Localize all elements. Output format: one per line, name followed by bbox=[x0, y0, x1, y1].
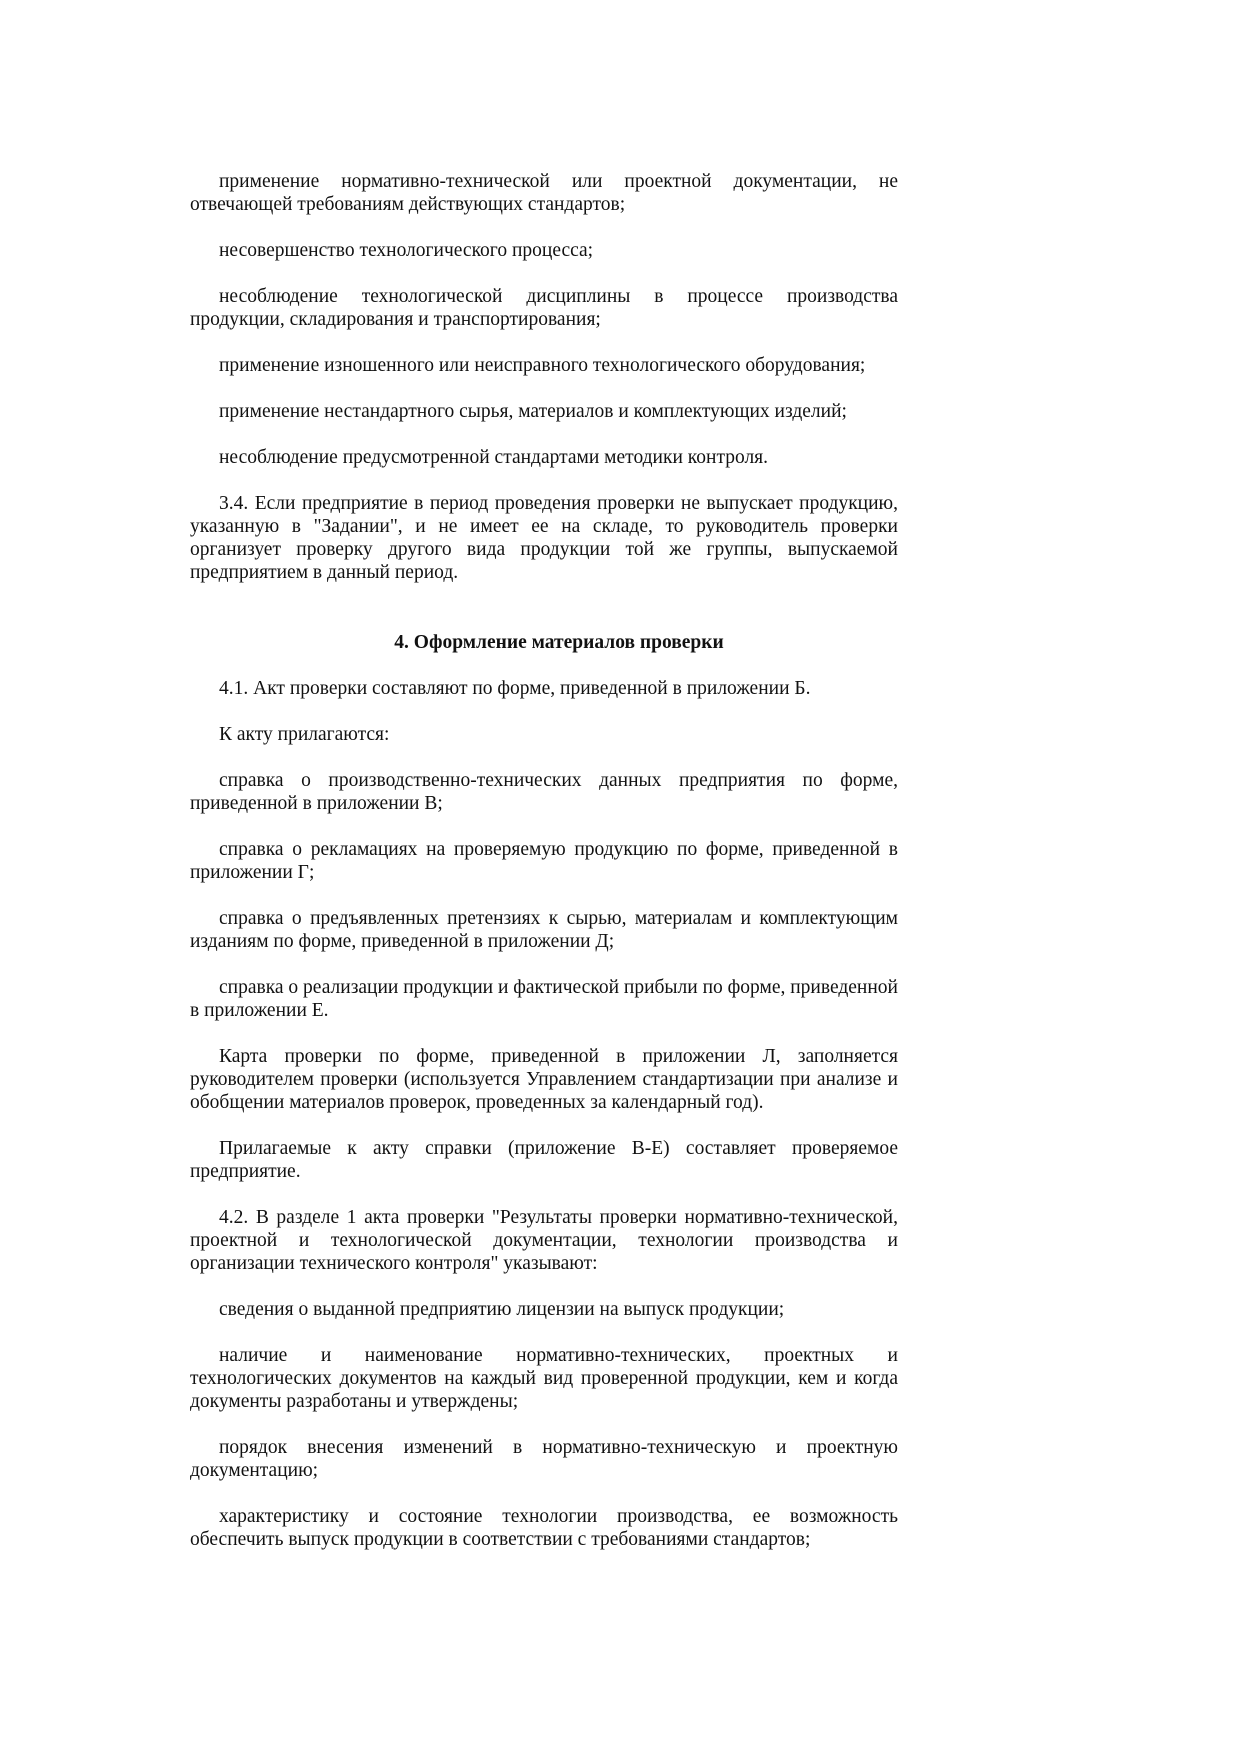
paragraph: Прилагаемые к акту справки (приложение В-Е) составляет проверяемое предприятие. bbox=[190, 1138, 898, 1182]
paragraph: несоблюдение предусмотренной стандартами методики контроля. bbox=[219, 447, 769, 468]
paragraph: порядок внесения изменений в нормативно-техническую и проектную документацию; bbox=[190, 1437, 898, 1481]
paragraph: применение нестандартного сырья, материалов и комплектующих изделий; bbox=[219, 401, 847, 422]
paragraph: наличие и наименование нормативно-технических, проектных и технологических документов на каждый вид проверенной продукции, кем и когда документы разработаны и утверждены; bbox=[190, 1345, 898, 1412]
paragraph: несовершенство технологического процесса; bbox=[219, 240, 594, 261]
paragraph: 3.4. Если предприятие в период проведения проверки не выпускает продукцию, указанную в "Задании", и не имеет ее на складе, то руководитель проверки организует проверку другого вида продукции той же группы, выпускаемой предприятием в данный период. bbox=[190, 493, 898, 583]
paragraph: применение изношенного или неисправного технологического оборудования; bbox=[219, 355, 866, 376]
paragraph: 4.2. В разделе 1 акта проверки "Результаты проверки нормативно-технической, проектной и технологической документации, технологии производства и организации технического контроля" указывают: bbox=[190, 1207, 898, 1274]
paragraph: сведения о выданной предприятию лицензии на выпуск продукции; bbox=[219, 1299, 785, 1320]
paragraph: справка о предъявленных претензиях к сырью, материалам и комплектующим изданиям по форме, приведенной в приложении Д; bbox=[190, 908, 898, 952]
paragraph: справка о рекламациях на проверяемую продукцию по форме, приведенной в приложении Г; bbox=[190, 839, 898, 883]
paragraph: справка о производственно-технических данных предприятия по форме, приведенной в приложении В; bbox=[190, 770, 898, 814]
paragraph: справка о реализации продукции и фактической прибыли по форме, приведенной в приложении Е. bbox=[190, 977, 898, 1021]
paragraph: К акту прилагаются: bbox=[219, 724, 390, 745]
paragraph: применение нормативно-технической или проектной документации, не отвечающей требованиям действующих стандартов; bbox=[190, 171, 898, 215]
section-heading: 4. Оформление материалов проверки bbox=[394, 632, 724, 653]
paragraph: Карта проверки по форме, приведенной в приложении Л, заполняется руководителем проверки (используется Управлением стандартизации при анализе и обобщении материалов проверок, проведенных за календарный год). bbox=[190, 1046, 898, 1113]
paragraph: 4.1. Акт проверки составляют по форме, приведенной в приложении Б. bbox=[219, 678, 811, 699]
document-page bbox=[190, 170, 898, 1574]
paragraph: несоблюдение технологической дисциплины в процессе производства продукции, складирования и транспортирования; bbox=[190, 286, 898, 330]
paragraph: характеристику и состояние технологии производства, ее возможность обеспечить выпуск продукции в соответствии с требованиями стандартов; bbox=[190, 1506, 898, 1550]
